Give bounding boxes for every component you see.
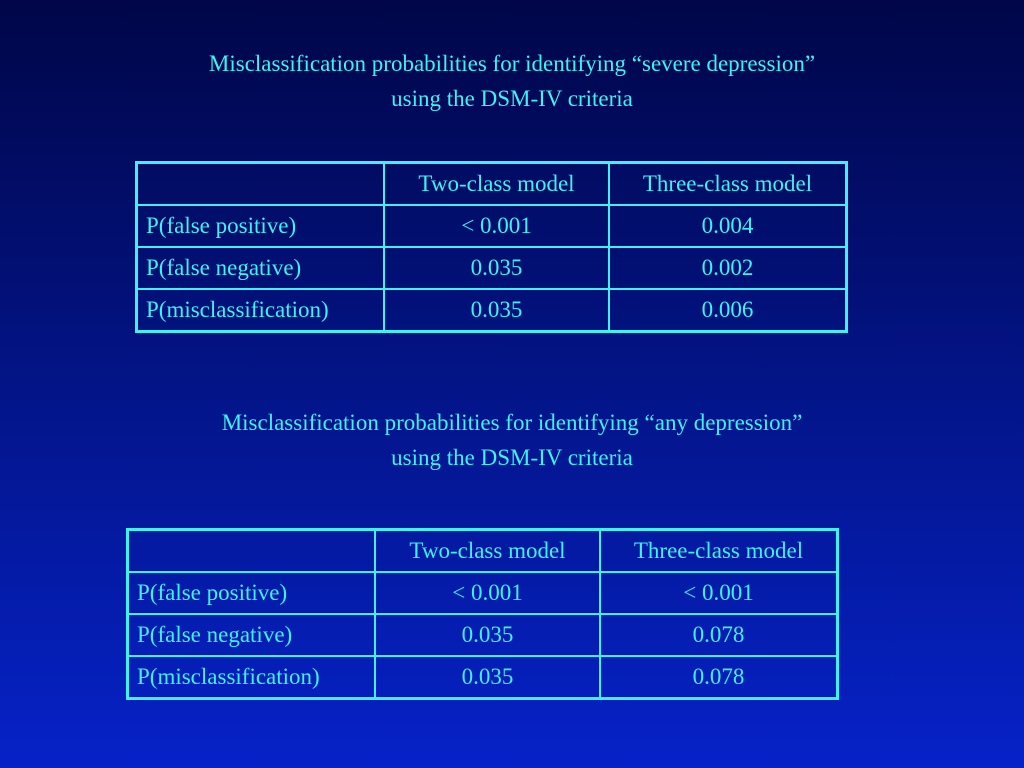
- any-depression-caption: [0, 405, 1024, 475]
- row-label: P(false positive): [137, 205, 385, 247]
- caption-line: using the DSM-IV criteria: [391, 86, 633, 111]
- table-cell: < 0.001: [600, 572, 838, 614]
- table-cell: 0.035: [384, 247, 609, 289]
- row-label: P(false negative): [128, 614, 376, 656]
- row-label: P(misclassification): [128, 656, 376, 699]
- severe-depression-caption: [0, 46, 1024, 116]
- header-cell-three-class: Three-class model: [600, 530, 838, 573]
- header-cell-empty: [137, 163, 385, 206]
- header-cell-empty: [128, 530, 376, 573]
- table-cell: 0.006: [609, 289, 847, 332]
- table-row: [137, 247, 847, 289]
- header-cell-two-class: Two-class model: [375, 530, 600, 573]
- table-cell: < 0.001: [375, 572, 600, 614]
- table-cell: 0.035: [375, 656, 600, 699]
- caption-line: using the DSM-IV criteria: [391, 445, 633, 470]
- table-cell: 0.078: [600, 656, 838, 699]
- header-cell-three-class: Three-class model: [609, 163, 847, 206]
- table-cell: 0.004: [609, 205, 847, 247]
- row-label: P(false positive): [128, 572, 376, 614]
- row-label: P(misclassification): [137, 289, 385, 332]
- table-cell: 0.035: [375, 614, 600, 656]
- severe-depression-table: [135, 161, 848, 333]
- table-header-row: [137, 163, 847, 206]
- table-cell: < 0.001: [384, 205, 609, 247]
- row-label: P(false negative): [137, 247, 385, 289]
- table-row: [128, 614, 838, 656]
- caption-line: Misclassification probabilities for identifying “any depression”: [221, 410, 803, 435]
- any-depression-table: [126, 528, 839, 700]
- table-row: [137, 205, 847, 247]
- header-cell-two-class: Two-class model: [384, 163, 609, 206]
- table-cell: 0.002: [609, 247, 847, 289]
- table-cell: 0.035: [384, 289, 609, 332]
- table-header-row: [128, 530, 838, 573]
- table-row: [128, 572, 838, 614]
- table-row: [128, 656, 838, 699]
- table-row: [137, 289, 847, 332]
- table-cell: 0.078: [600, 614, 838, 656]
- caption-line: Misclassification probabilities for identifying “severe depression”: [208, 51, 816, 76]
